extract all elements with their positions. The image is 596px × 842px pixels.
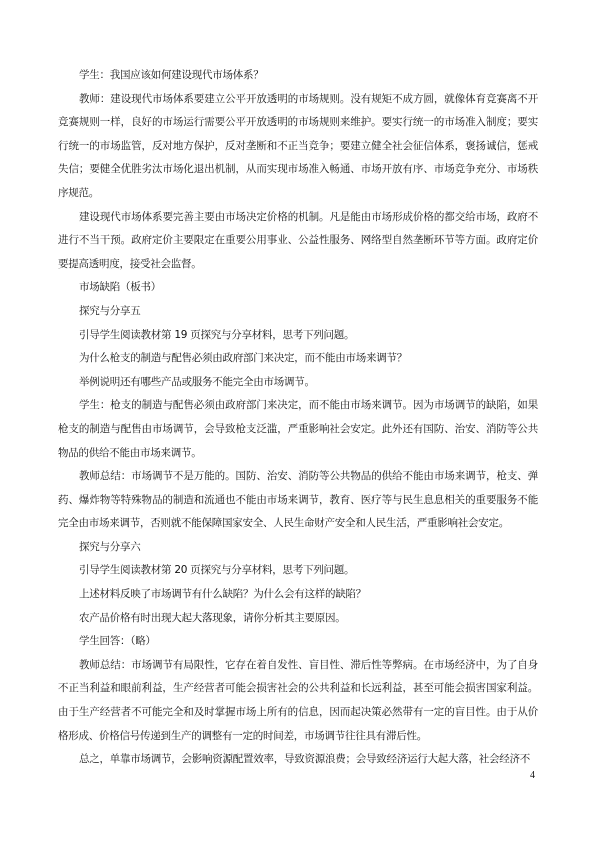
body-text bbox=[58, 64, 538, 772]
paragraph-teacher-summary-two: 教师总结：市场调节有局限性，它存在着自发性、盲目性、滞后性等弊病。在市场经济中，为了自身不正当利益和眼前利益，生产经营者可能会损害社会的公共利益和长远利益，甚至可能会损害国家利益。由于生产经营者不可能完全和及时掌握市场上所有的信息，因而起决策必然带有一定的盲目性。由于从价格形成、价格信号传递到生产的调整有一定的时间差，市场调节往往具有滞后性。 bbox=[58, 658, 538, 742]
paragraph-guide-reading-20: 引导学生阅读教材第 20 页探究与分享材料，思考下列问题。 bbox=[79, 564, 355, 577]
question-guns: 为什么枪支的制造与配售必须由政府部门来决定，而不能由市场来调节？ bbox=[79, 352, 407, 365]
page-number: 4 bbox=[530, 770, 535, 781]
paragraph-student-question: 学生：我国应该如何建设现代市场体系？ bbox=[79, 69, 264, 81]
question-defects: 上述材料反映了市场调节有什么缺陷？为什么会有这样的缺陷？ bbox=[79, 588, 366, 601]
paragraph-conclusion: 总之，单靠市场调节，会影响资源配置效率，导致资源浪费；会导致经济运行大起大落，社会经济不 bbox=[79, 753, 530, 766]
heading-explore-five: 探究与分享五 bbox=[79, 304, 141, 317]
question-examples: 举例说明还有哪些产品或服务不能完全由市场调节。 bbox=[79, 375, 315, 388]
question-agri-prices: 农产品价格有时出现大起大落现象，请你分析其主要原因。 bbox=[79, 611, 346, 624]
paragraph-guide-reading-19: 引导学生阅读教材第 19 页探究与分享材料，思考下列问题。 bbox=[79, 328, 355, 341]
paragraph-student-answer-guns: 学生：枪支的制造与配售必须由政府部门来决定，而不能由市场来调节。因为市场调节的缺陷，如果枪支的制造与配售由市场调节，会导致枪支泛滥，严重影响社会安定。此外还有国防、治安、消防等公共物品的供给不能由市场来调节。 bbox=[58, 399, 538, 459]
paragraph-student-answer-omitted: 学生回答：（略） bbox=[79, 635, 156, 648]
heading-market-defects: 市场缺陷（板书） bbox=[79, 281, 161, 294]
heading-explore-six: 探究与分享六 bbox=[79, 540, 141, 553]
paragraph-teacher-summary-one: 教师总结：市场调节不是万能的。国防、治安、消防等公共物品的供给不能由市场来调节，枪支、弹药、爆炸物等特殊物品的制造和流通也不能由市场来调节，教育、医疗等与民生息息相关的重要服务不能完全由市场来调节，否则就不能保障国家安全、人民生命财产安全和人民生活，严重影响社会安定。 bbox=[58, 470, 538, 530]
paragraph-price-mechanism: 建设现代市场体系要完善主要由市场决定价格的机制。凡是能由市场形成价格的都交给市场，政府不进行不当干预。政府定价主要限定在重要公用事业、公益性服务、网络型自然垄断环节等方面。政府定价要提高透明度，接受社会监督。 bbox=[58, 210, 538, 270]
paragraph-teacher-market-rules: 教师：建设现代市场体系要建立公平开放透明的市场规则。没有规矩不成方圆，就像体育竞赛离不开竞赛规则一样，良好的市场运行需要公平开放透明的市场规则来维护。要实行统一的市场准入制度；要实行统一的市场监管，反对地方保护，反对垄断和不正当竞争；要建立健全社会征信体系，褒扬诚信，惩戒失信；要健全优胜劣汰市场化退出机制，从而实现市场准入畅通、市场开放有序、市场竞争充分、市场秩序规范。 bbox=[58, 92, 538, 199]
